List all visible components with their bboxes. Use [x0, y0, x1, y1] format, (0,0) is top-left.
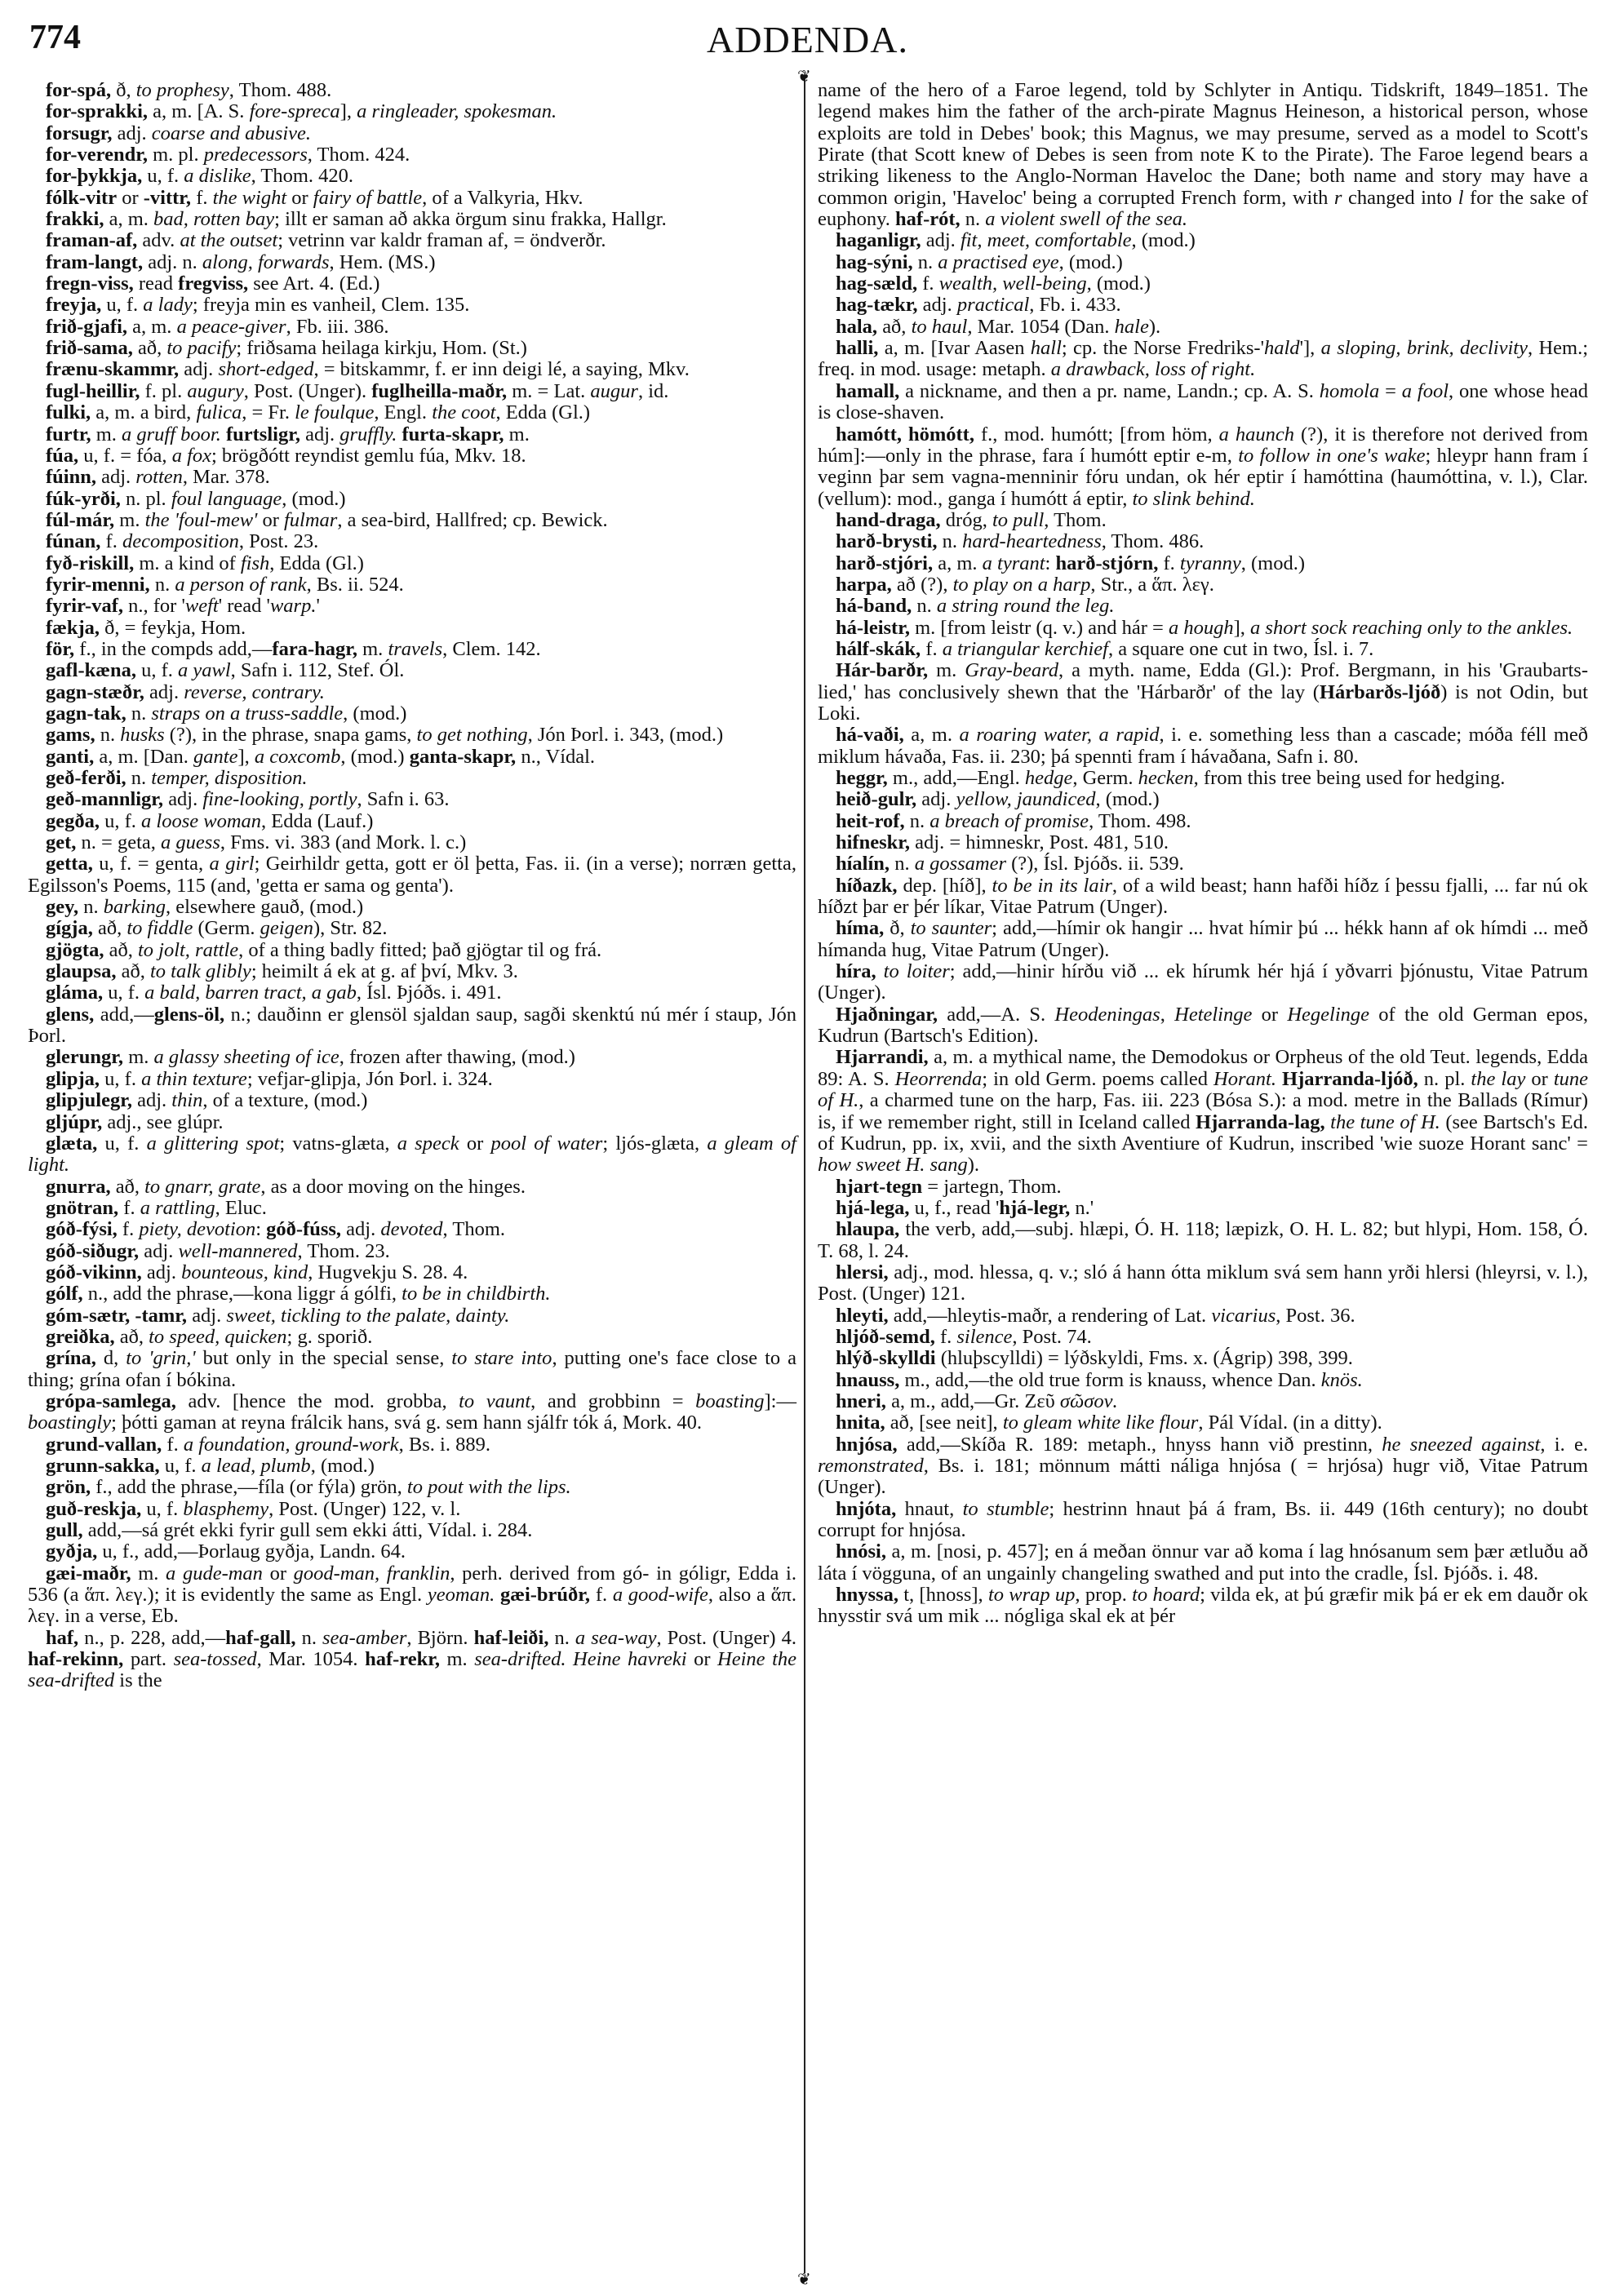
dictionary-entry: heggr, m., add,—Engl. hedge, Germ. hecken, from this tree being used for hedging.: [836, 767, 1506, 789]
dictionary-entry: glens, add,—glens-öl, n.; dauðinn er glensöl sjaldan saup, sagði skenktú nú mér í staup, Jón Þorl.: [28, 1003, 796, 1048]
dictionary-entry: get, n. = geta, a guess, Fms. vi. 383 (and Mork. l. c.): [46, 831, 467, 854]
ornament-top-icon: ❦: [797, 68, 811, 86]
dictionary-entry: freyja, u, f. a lady; freyja min es vanheil, Clem. 135.: [46, 294, 470, 317]
dictionary-entry: gagn-tak, n. straps on a truss-saddle, (mod.): [46, 702, 407, 725]
dictionary-entry: för, f., in the compds add,—fara-hagr, m. travels, Clem. 142.: [46, 637, 541, 660]
dictionary-entry: gey, n. barking, elsewhere gauð, (mod.): [46, 896, 364, 919]
dictionary-entry: hag-tækr, adj. practical, Fb. i. 433.: [836, 294, 1121, 317]
dictionary-entry: harð-brysti, n. hard-heartedness, Thom. 486.: [836, 530, 1205, 553]
dictionary-entry: grön, f., add the phrase,—fíla (or fýla) grön, to pout with the lips.: [46, 1476, 571, 1499]
dictionary-entry: halli, a, m. [Ivar Aasen hall; cp. the Norse Fredriks-'hald'], a sloping, brink, declivity, Hem.; freq. in mod. usage: metaph. a drawback, loss of right.: [818, 337, 1589, 381]
dictionary-entry: Hjarrandi, a, m. a mythical name, the Demodokus or Orpheus of the old Teut. legends, Edda 89: A. S. Heorrenda; in old Germ. poems called Horant. Hjarranda-ljóð, n. pl. the lay or tune of H., a charmed tune on the harp, Fas. iii. 223 (Bósa S.): a mod. metre in the Ballads (Rímur) is, if we remember right, still in Iceland called Hjarranda-lag, the tune of H. (see Bartsch's Ed. of Kudrun, pp. ix, xvii, and the sixth Aventiure of Kudrun, inscribed 'wie suoze Horant sanc' = how sweet H. sang).: [818, 1046, 1589, 1177]
dictionary-entry: forsugr, adj. coarse and abusive.: [46, 122, 312, 144]
dictionary-entry: fregn-viss, read fregviss, see Art. 4. (Ed.): [46, 273, 380, 295]
dictionary-entry: gnurra, að, to gnarr, grate, as a door moving on the hinges.: [46, 1175, 526, 1198]
dictionary-entry: frið-sama, að, to pacify; friðsama heilaga kirkju, Hom. (St.): [46, 337, 527, 360]
dictionary-entry: frakki, a, m. bad, rotten bay; illt er saman að akka örgum sinu frakka, Hallgr.: [46, 208, 667, 231]
dictionary-entry: góð-fýsi, f. piety, devotion: góð-fúss, adj. devoted, Thom.: [46, 1218, 506, 1241]
dictionary-entry: gams, n. husks (?), in the phrase, snapa gams, to get nothing, Jón Þorl. i. 343, (mod.): [46, 724, 724, 747]
dictionary-entry: há-vaði, a, m. a roaring water, a rapid, i. e. something less than a cascade; móða féll með miklum hávaða, Fas. ii. 230; þá spennti fram í hávaðana, Safn i. 80.: [818, 724, 1588, 768]
dictionary-entry: hnjósa, add,—Skíða R. 189: metaph., hnyss hann við prestinn, he sneezed against, i. e. remonstrated, Bs. i. 181; mönnum mátti náliga hnjósa ( = hrjósa) hugr við, Vitae Patrum (Unger).: [818, 1433, 1589, 1499]
dictionary-entry: heið-gulr, adj. yellow, jaundiced, (mod.): [836, 788, 1160, 811]
dictionary-entry: fúnan, f. decomposition, Post. 23.: [46, 530, 319, 553]
dictionary-entry: glerungr, m. a glassy sheeting of ice, frozen after thawing, (mod.): [46, 1046, 575, 1069]
dictionary-entry: fulki, a, m. a bird, fulica, = Fr. le foulque, Engl. the coot, Edda (Gl.): [46, 401, 591, 424]
dictionary-entry: hlaupa, the verb, add,—subj. hlæpi, Ó. H. 118; læpizk, O. H. L. 82; but hlypi, Hom. 158, Ó. T. 68, l. 24.: [818, 1218, 1588, 1262]
dictionary-entry: hjart-tegn = jartegn, Thom.: [836, 1175, 1062, 1198]
dictionary-entry: góm-sætr, -tamr, adj. sweet, tickling to the palate, dainty.: [46, 1304, 510, 1327]
dictionary-entry: grína, d, to 'grin,' but only in the special sense, to stare into, putting one's face close to a thing; grína ofan í bókina.: [28, 1347, 796, 1391]
dictionary-entry: fúa, u, f. = fóa, a fox; brögðótt reyndist gemlu fúa, Mkv. 18.: [46, 444, 526, 467]
dictionary-entry: guð-reskja, u, f. blasphemy, Post. (Unger) 122, v. l.: [46, 1497, 461, 1520]
dictionary-entry: hálf-skák, f. a triangular kerchief, a square one cut in two, Ísl. i. 7.: [836, 637, 1374, 660]
dictionary-entry: gull, add,—sá grét ekki fyrir gull sem ekki átti, Vídal. i. 284.: [46, 1519, 533, 1542]
dictionary-entry: gjögta, að, to jolt, rattle, of a thing badly fitted; það gjögtar til og frá.: [46, 938, 602, 961]
column-divider: [804, 78, 805, 2273]
dictionary-entry: hjá-lega, u, f., read 'hjá-legr, n.': [836, 1196, 1094, 1219]
dictionary-entry: góð-siðugr, adj. well-mannered, Thom. 23.: [46, 1239, 390, 1262]
dictionary-entry: gólf, n., add the phrase,—kona liggr á gólfi, to be in childbirth.: [46, 1283, 551, 1305]
dictionary-entry: hnita, að, [see neit], to gleam white like flour, Pál Vídal. (in a ditty).: [836, 1412, 1382, 1434]
dictionary-entry: híðazk, dep. [híð], to be in its lair, of a wild beast; hann hafði híðz í þessu fjalli, ... far nú ok híðzt þar er þér líkar, Vitae Patrum (Unger).: [818, 874, 1588, 919]
page-title: ADDENDA.: [707, 19, 908, 60]
dictionary-entry: hlersi, adj., mod. hlessa, q. v.; sló á hann ótta miklum svá sem hann yrði hlersi (hleyrsi, v. l.), Post. (Unger) 121.: [818, 1261, 1588, 1305]
dictionary-entry: furtr, m. a gruff boor. furtsligr, adj. gruffly. furta-skapr, m.: [46, 423, 530, 445]
dictionary-entry: híra, to loiter; add,—hinir hírðu við ... ek hírumk hér hjá í yðvarri þjónustu, Vitae Patrum (Unger).: [818, 960, 1588, 1004]
dictionary-entry: hand-draga, dróg, to pull, Thom.: [836, 508, 1107, 531]
dictionary-entry: grunn-sakka, u, f. a lead, plumb, (mod.): [46, 1455, 375, 1477]
page-number: 774: [29, 19, 81, 56]
right-column: [818, 80, 1588, 1628]
dictionary-entry: frænu-skammr, adj. short-edged, = bitskammr, f. er inn deigi lé, a saying, Mkv.: [46, 358, 690, 381]
dictionary-entry: gæi-maðr, m. a gude-man or good-man, franklin, perh. derived from gó- in góligr, Edda i. 536 (a ἅπ. λεγ.); it is evidently the same as Engl. yeoman. gæi-brúðr, f. a good-wife, also a ἅπ. λεγ. in a verse, Eb.: [28, 1562, 796, 1628]
dictionary-entry: há-band, n. a string round the leg.: [836, 595, 1115, 618]
dictionary-entry: fyrir-menni, n. a person of rank, Bs. ii. 524.: [46, 573, 404, 596]
dictionary-entry: fúl-már, m. the 'foul-mew' or fulmar, a sea-bird, Hallfred; cp. Bewick.: [46, 508, 608, 531]
dictionary-entry: getta, u, f. = genta, a girl; Geirhildr getta, gott er öl þetta, Fas. ii. (in a verse); norræn getta, Egilsson's Poems, 115 (and, 'getta er sama og genta').: [28, 853, 796, 897]
dictionary-entry: hljóð-semd, f. silence, Post. 74.: [836, 1325, 1092, 1348]
dictionary-entry: for-þykkja, u, f. a dislike, Thom. 420.: [46, 165, 354, 188]
dictionary-entry: harð-stjóri, a, m. a tyrant: harð-stjórn, f. tyranny, (mod.): [836, 552, 1306, 574]
dictionary-entry: híma, ð, to saunter; add,—hímir ok hangir ... hvat hímir þú ... hékk hann af ok hímdi ... með hímanda hug, Vitae Patrum (Unger).: [818, 917, 1589, 961]
dictionary-entry: hamótt, hömótt, f., mod. humótt; [from höm, a haunch (?), it is therefore not derived from húm]:—only in the phrase, fara í humótt eptir e-m, to follow in one's wake; hleypr hann fram í veginn þar sem vagna-menninir fóru undan, ok hér eptir í hamóttina (haumóttina, v. l.), Clar. (vellum): mod., ganga í humótt á eptir, to slink behind.: [818, 423, 1589, 510]
dictionary-entry: fúinn, adj. rotten, Mar. 378.: [46, 466, 270, 489]
dictionary-entry: gljúpr, adj., see glúpr.: [46, 1110, 224, 1133]
dictionary-entry: for-sprakki, a, m. [A. S. fore-spreca], a ringleader, spokesman.: [46, 100, 557, 123]
dictionary-entry: ganti, a, m. [Dan. gante], a coxcomb, (mod.) ganta-skapr, n., Vídal.: [46, 745, 596, 768]
dictionary-entry: name of the hero of a Faroe legend, told by Schlyter in Antiqu. Tidskrift, 1849–1851. The legend makes him the father of the arch-pirate Magnus Heineson, a historical person, whose exploits are told in Debes' book; this Magnus, we may presume, served as a model to Scott's Pirate (that Scott knew of Debes is seen from note K to the Pirate). The Faroe legend bears a striking likeness to the Anglo-Norman Haveloc the Dane; both name and story may have a common origin, 'Haveloc' being a corrupted French form, with r changed into l for the sake of euphony. haf-rót, n. a violent swell of the sea.: [818, 79, 1588, 231]
dictionary-entry: fyð-riskill, m. a kind of fish, Edda (Gl.): [46, 552, 364, 574]
dictionary-entry: gafl-kæna, u, f. a yawl, Safn i. 112, Stef. Ól.: [46, 659, 405, 682]
dictionary-entry: geð-mannligr, adj. fine-looking, portly, Safn i. 63.: [46, 788, 450, 811]
dictionary-entry: Hjaðningar, add,—A. S. Heodeningas, Hetelinge or Hegelinge of the old German epos, Kudrun (Bartsch's Edition).: [818, 1003, 1588, 1048]
dictionary-entry: glaupsa, að, to talk glibly; heimilt á ek at g. af því, Mkv. 3.: [46, 960, 518, 983]
dictionary-entry: góð-vikinn, adj. bounteous, kind, Hugvekju S. 28. 4.: [46, 1261, 468, 1283]
dictionary-entry: hala, að, to haul, Mar. 1054 (Dan. hale).: [836, 315, 1161, 338]
dictionary-entry: gláma, u, f. a bald, barren tract, a gab, Ísl. Þjóðs. i. 491.: [46, 982, 502, 1004]
dictionary-entry: glipjulegr, adj. thin, of a texture, (mod.): [46, 1089, 368, 1112]
dictionary-entry: haganligr, adj. fit, meet, comfortable, (mod.): [836, 229, 1196, 252]
dictionary-entry: gegða, u, f. a loose woman, Edda (Lauf.): [46, 809, 374, 832]
dictionary-entry: fram-langt, adj. n. along, forwards, Hem. (MS.): [46, 250, 436, 273]
dictionary-entry: fyrir-vaf, n., for 'weft' read 'warp.': [46, 595, 320, 618]
dictionary-entry: heit-rof, n. a breach of promise, Thom. 498.: [836, 809, 1191, 832]
dictionary-entry: hnauss, m., add,—the old true form is knauss, whence Dan. knös.: [836, 1368, 1363, 1391]
dictionary-entry: for-verendr, m. pl. predecessors, Thom. 424.: [46, 144, 410, 166]
ornament-bottom-icon: ❦: [797, 2271, 811, 2289]
dictionary-entry: fúk-yrði, n. pl. foul language, (mod.): [46, 487, 346, 510]
dictionary-entry: hamall, a nickname, and then a pr. name, Landn.; cp. A. S. homola = a fool, one whose head is close-shaven.: [818, 379, 1588, 424]
left-column: [28, 80, 796, 1692]
dictionary-entry: frið-gjafi, a, m. a peace-giver, Fb. iii. 386.: [46, 315, 389, 338]
dictionary-entry: hlýð-skylldi (hluþscylldi) = lýðskyldi, Fms. x. (Ágrip) 398, 399.: [836, 1347, 1353, 1370]
dictionary-entry: híalín, n. a gossamer (?), Ísl. Þjóðs. ii. 539.: [836, 853, 1184, 875]
dictionary-entry: haf, n., p. 228, add,—haf-gall, n. sea-amber, Björn. haf-leiði, n. a sea-way, Post. (Unger) 4. haf-rekinn, part. sea-tossed, Mar. 1054. haf-rekr, m. sea-drifted. Heine havreki or Heine the sea-drifted is the: [28, 1626, 797, 1692]
dictionary-entry: greiðka, að, to speed, quicken; g. sporið.: [46, 1325, 373, 1348]
dictionary-entry: fækja, ð, = feykja, Hom.: [46, 616, 246, 639]
dictionary-entry: framan-af, adv. at the outset; vetrinn var kaldr framan af, = öndverðr.: [46, 229, 606, 252]
dictionary-entry: fugl-heillir, f. pl. augury, Post. (Unger). fuglheilla-maðr, m. = Lat. augur, id.: [46, 379, 669, 402]
dictionary-entry: hag-sæld, f. wealth, well-being, (mod.): [836, 273, 1151, 295]
dictionary-entry: Hár-barðr, m. Gray-beard, a myth. name, Edda (Gl.): Prof. Bergmann, in his 'Graubarts-lied,' has conclusively shewn that the 'Hárbarðr' of the lay (Hárbarðs-ljóð) is not Odin, but Loki.: [818, 659, 1588, 725]
dictionary-entry: hneri, a, m., add,—Gr. Ζεῦ σῶσον.: [836, 1390, 1118, 1412]
dictionary-entry: gyðja, u, f., add,—Þorlaug gyðja, Landn. 64.: [46, 1540, 406, 1563]
dictionary-entry: há-leistr, m. [from leistr (q. v.) and hár = a hough], a short sock reaching only to the ankles.: [836, 616, 1573, 639]
dictionary-entry: glæta, u, f. a glittering spot; vatns-glæta, a speck or pool of water; ljós-glæta, a gleam of light.: [28, 1132, 796, 1177]
dictionary-entry: gígja, að, to fiddle (Germ. geigen), Str. 82.: [46, 917, 388, 940]
dictionary-entry: harpa, að (?), to play on a harp, Str., a ἅπ. λεγ.: [836, 573, 1214, 596]
dictionary-entry: hnjóta, hnaut, to stumble; hestrinn hnaut þá á fram, Bs. ii. 449 (16th century); no doubt corrupt for hnjósa.: [818, 1497, 1589, 1542]
dictionary-entry: glipja, u, f. a thin texture; vefjar-glipja, Jón Þorl. i. 324.: [46, 1067, 493, 1090]
dictionary-entry: hag-sýni, n. a practised eye, (mod.): [836, 250, 1123, 273]
dictionary-entry: for-spá, ð, to prophesy, Thom. 488.: [46, 79, 332, 101]
dictionary-entry: gagn-stæðr, adj. reverse, contrary.: [46, 680, 325, 703]
dictionary-entry: hnósi, a, m. [nosi, p. 457]; en á meðan önnur var að koma í lag hnósanum sem þær ætluðu að láta í vögguna, of an ungainly changeling swathed and put into the cradle, Ísl. Þjóðs. i. 48.: [818, 1540, 1588, 1585]
dictionary-entry: geð-ferði, n. temper, disposition.: [46, 767, 308, 789]
dictionary-entry: fólk-vitr or -vittr, f. the wight or fairy of battle, of a Valkyria, Hkv.: [46, 186, 583, 209]
dictionary-entry: hifneskr, adj. = himneskr, Post. 481, 510.: [836, 831, 1169, 854]
dictionary-entry: hnyssa, t, [hnoss], to wrap up, prop. to hoard; vilda ek, at þú græfir mik þá er ek em dauðr ok hnysstir svá um mik ... nógliga skal ek at þér: [818, 1584, 1588, 1628]
dictionary-entry: hleyti, add,—hleytis-maðr, a rendering of Lat. vicarius, Post. 36.: [836, 1304, 1355, 1327]
dictionary-entry: grópa-samlega, adv. [hence the mod. grobba, to vaunt, and grobbinn = boasting]:—boastingly; þótti gaman at reyna frálcik hans, svá g. sem hann sjálfr tók á, Mork. 40.: [28, 1390, 796, 1434]
dictionary-entry: grund-vallan, f. a foundation, ground-work, Bs. i. 889.: [46, 1433, 490, 1456]
dictionary-entry: gnötran, f. a rattling, Eluc.: [46, 1196, 267, 1219]
